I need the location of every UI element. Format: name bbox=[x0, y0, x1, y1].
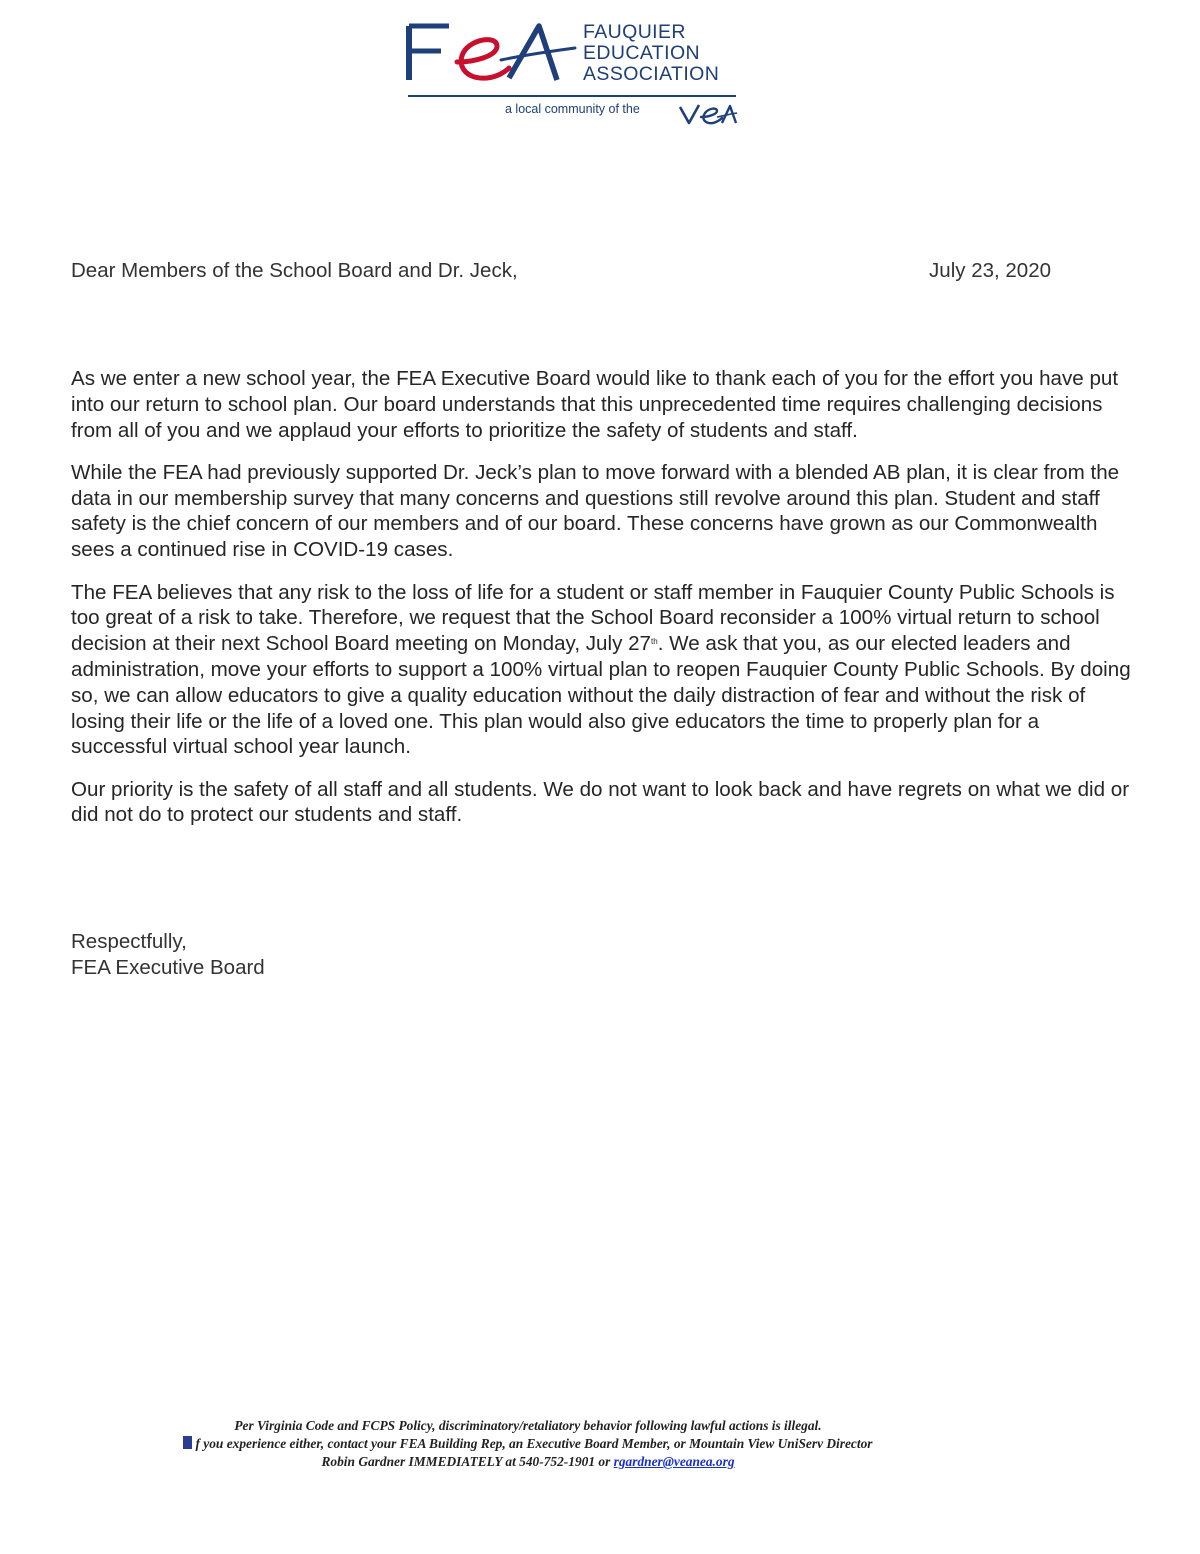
paragraph-3 bbox=[71, 580, 1133, 761]
letterhead-rule bbox=[408, 95, 736, 97]
footer-line-3-text: Robin Gardner IMMEDIATELY at 540-752-1901 or bbox=[321, 1454, 614, 1469]
paragraph-4: Our priority is the safety of all staff and all students. We do not want to look back and have regrets on what we did or did not do to protect our students and staff. bbox=[71, 777, 1130, 827]
closing: Respectfully, bbox=[71, 930, 187, 953]
letter-date: July 23, 2020 bbox=[929, 259, 1051, 282]
paragraph-3-part-1: The FEA believes that any risk to the loss of life for a student or staff member in Fauquier County Public Schools is too great of a risk to take. Therefore, we request that the School Board reconsider a 100% virtual return to school decision at their next School Board meeting on Monday, July 27 bbox=[71, 580, 1115, 656]
email-link[interactable]: rgardner@veanea.org bbox=[613, 1454, 735, 1469]
closing-block bbox=[71, 929, 265, 981]
organization-name bbox=[583, 22, 719, 85]
paragraph-1: As we enter a new school year, the FEA Executive Board would like to thank each of you for the effort you have put into our return to school plan. Our board understands that this unprecedented time requires challenging decisions from all of you and we applaud your efforts to prioritize the safety of students and staff. bbox=[71, 367, 1119, 442]
org-name-line-1: FAUQUIER bbox=[583, 21, 686, 43]
org-name-line-3: ASSOCIATION bbox=[583, 63, 720, 85]
footer-line-1: Per Virginia Code and FCPS Policy, discriminatory/retaliatory behavior following lawful actions is illegal. bbox=[234, 1418, 822, 1433]
letterhead bbox=[405, 18, 745, 128]
salutation: Dear Members of the School Board and Dr. Jeck, bbox=[71, 259, 518, 282]
footer-line-2-text: f you experience either, contact your FEA Building Rep, an Executive Board Member, or Mountain View UniServ Director bbox=[195, 1436, 873, 1451]
paragraph-2: While the FEA had previously supported Dr. Jeck’s plan to move forward with a blended AB plan, it is clear from the data in our membership survey that many concerns and questions still revolve around this plan. Student and staff safety is the chief concern of our members and of our board. These concerns have grown as our Commonwealth sees a continued rise in COVID-19 cases. bbox=[71, 460, 1120, 562]
org-name-line-2: EDUCATION bbox=[583, 42, 700, 64]
legal-footer bbox=[115, 1417, 941, 1471]
vea-logo bbox=[677, 101, 739, 127]
letterhead-tagline: a local community of the bbox=[505, 102, 640, 116]
letter-body bbox=[71, 366, 1133, 845]
footer-line-3 bbox=[115, 1453, 941, 1471]
vea-logo-text: VEA bbox=[677, 101, 680, 102]
text-cursor-icon bbox=[183, 1436, 192, 1449]
fea-logo bbox=[405, 18, 580, 88]
paragraph-3-part-2: . We ask that you, as our elected leaders and administration, move your efforts to support a 100% virtual plan to reopen Fauquier County Public Schools. By doing so, we can allow educators to give a quality education without the daily distraction of fear and without the risk of losing their life or the life of a loved one. This plan would also give educators the time to properly plan for a successful virtual school year launch. bbox=[71, 632, 1131, 759]
footer-line-2 bbox=[115, 1435, 941, 1453]
ordinal-suffix: th bbox=[651, 637, 658, 647]
fea-logo-text: FEA bbox=[405, 18, 407, 19]
signature: FEA Executive Board bbox=[71, 955, 265, 979]
